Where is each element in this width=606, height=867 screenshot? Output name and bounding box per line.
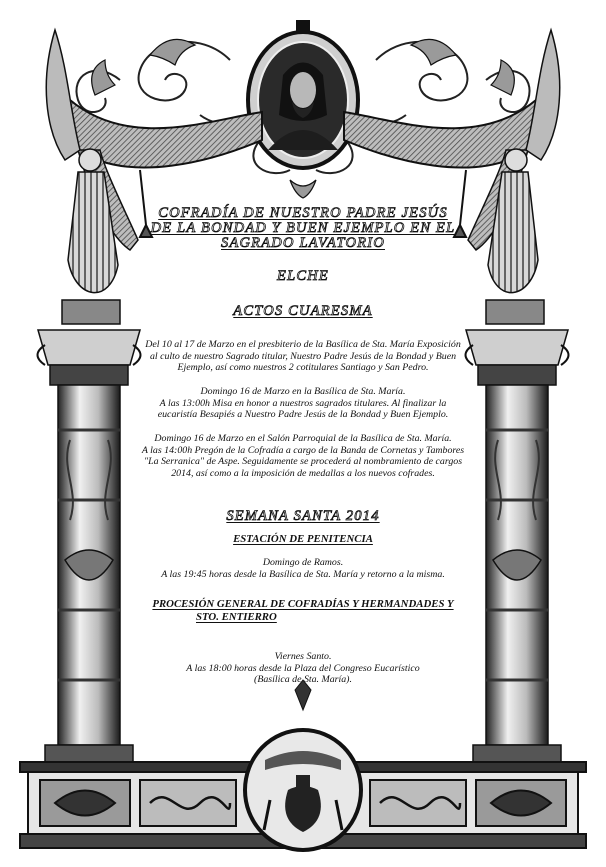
text-line: "La Serranica" de Aspe. Seguidamente se procederá al nombramiento de cargos bbox=[143, 456, 463, 468]
estacion-heading: ESTACIÓN DE PENITENCIA bbox=[233, 533, 373, 545]
text-line: A las 18:00 horas desde la Plaza del Congreso Eucarístico bbox=[186, 662, 420, 674]
confraternity-title bbox=[126, 206, 480, 251]
cuaresma-paragraph-2 bbox=[126, 386, 480, 421]
jesus-portrait-medallion bbox=[248, 20, 358, 168]
estacion-paragraph bbox=[126, 557, 480, 580]
text-line: A las 14:00h Pregón de la Cofradía a cargo de la Banda de Cornetas y Tambores bbox=[141, 444, 465, 456]
title-line-3: SAGRADO LAVATORIO bbox=[221, 235, 385, 251]
right-column bbox=[466, 330, 569, 763]
text-line: Del 10 al 17 de Marzo en el presbiterio de la Basílica de Sta. María Exposición bbox=[145, 339, 461, 350]
city-heading: ELCHE bbox=[277, 268, 329, 284]
text-line: 2014, así como a la imposición de medallas a los nuevos cofrades. bbox=[171, 467, 435, 479]
semana-santa-heading: SEMANA SANTA 2014 bbox=[226, 508, 380, 524]
cuaresma-paragraph-1 bbox=[126, 339, 480, 374]
cuaresma-paragraph-3 bbox=[126, 433, 480, 479]
text-line: eucaristía Besapiés a Nuestro Padre Jesús de la Bondad y Buen Ejemplo. bbox=[157, 409, 449, 421]
procesion-heading-line: PROCESIÓN GENERAL DE COFRADÍAS Y HERMANDADES Y bbox=[152, 598, 454, 610]
cuaresma-heading: ACTOS CUARESMA bbox=[233, 303, 373, 319]
text-line: (Basílica de Sta. María). bbox=[254, 674, 352, 686]
text-line: A las 19:45 horas desde la Basílica de Sta. María y retorno a la misma. bbox=[161, 568, 445, 580]
text-line: Domingo de Ramos. bbox=[262, 557, 344, 568]
title-line-1: COFRADÍA DE NUESTRO PADRE JESÚS bbox=[158, 205, 448, 221]
text-line: Domingo 16 de Marzo en la Basílica de Sta. María. bbox=[200, 386, 406, 397]
text-line: Domingo 16 de Marzo en el Salón Parroquial de la Basílica de Sta. María. bbox=[154, 433, 452, 444]
text-line: Viernes Santo. bbox=[274, 651, 332, 662]
procesion-paragraph bbox=[126, 651, 480, 686]
events-text-panel bbox=[126, 205, 480, 686]
text-line: A las 13:00h Misa en honor a nuestros sagrados titulares. Al finalizar la bbox=[159, 397, 447, 409]
procesion-heading-line: STO. ENTIERRO bbox=[196, 611, 277, 623]
text-line: Ejemplo, así como nuestros 2 cotitulares Santiago y San Pedro. bbox=[177, 362, 429, 374]
text-line: al culto de nuestro Sagrado titular, Nuestro Padre Jesús de la Bondad y Buen bbox=[149, 350, 457, 362]
coat-of-arms-medallion bbox=[245, 680, 361, 850]
procesion-heading bbox=[126, 598, 480, 624]
title-line-2: DE LA BONDAD Y BUEN EJEMPLO EN EL bbox=[150, 220, 456, 236]
